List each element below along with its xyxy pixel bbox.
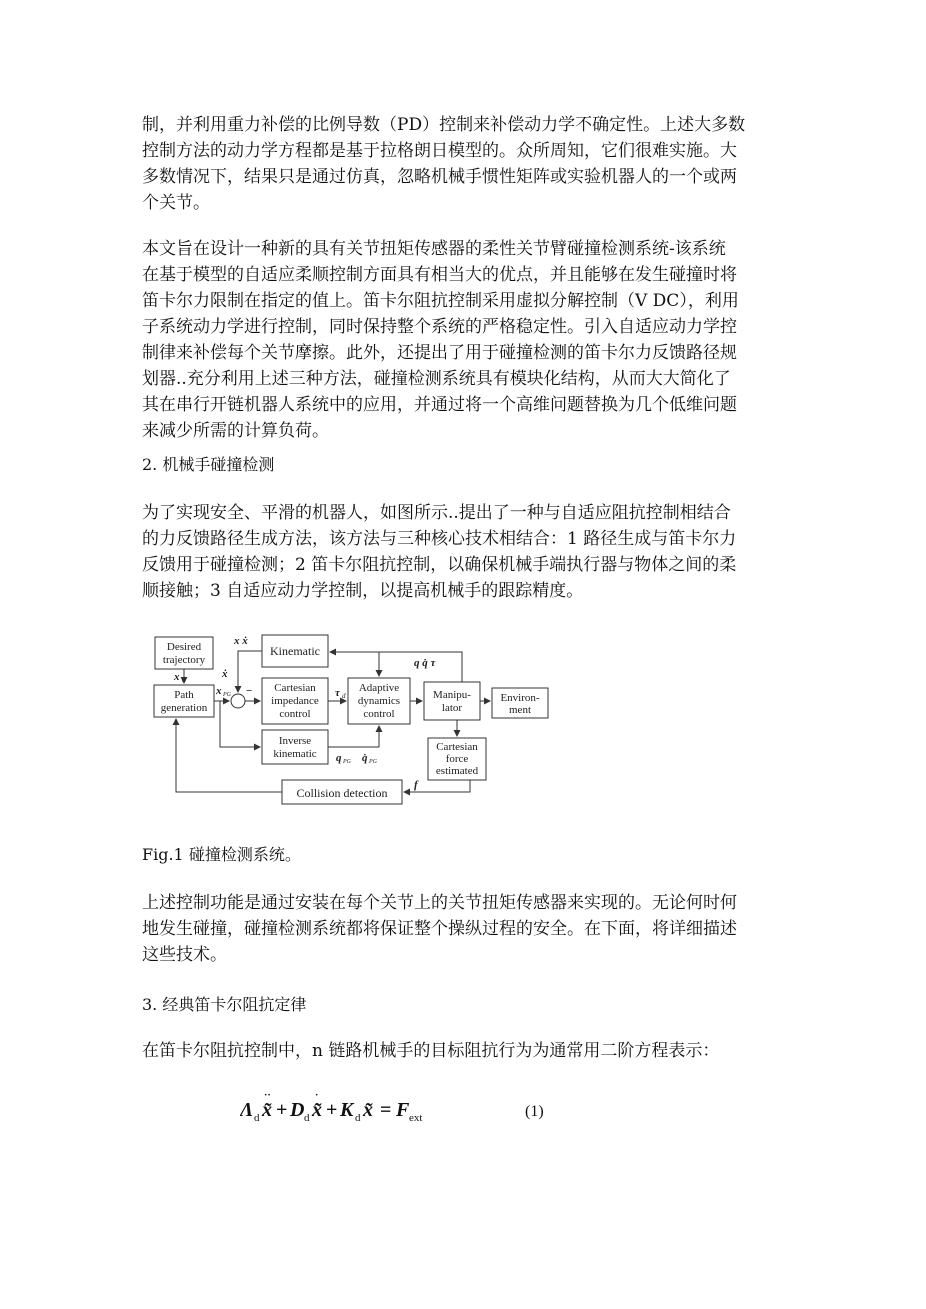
xd-symbol: x — [174, 671, 180, 683]
svg-text:ext: ext — [409, 1112, 423, 1124]
text-line: 本文旨在设计一种新的具有关节扭矩传感器的柔性关节臂碰撞检测系统-该系统 — [142, 239, 726, 259]
path-label: Path — [174, 689, 194, 701]
control-label: control — [279, 708, 311, 720]
svg-text:+: + — [276, 1099, 288, 1121]
svg-text:K: K — [340, 1099, 354, 1121]
paragraph-intro-continued — [142, 112, 792, 216]
impedance-label: impedance — [271, 695, 319, 707]
svg-text:··: ·· — [264, 1090, 271, 1101]
qdotpg-symbol: q̇ — [362, 752, 368, 764]
qdotpg-subscript: PG — [369, 759, 377, 765]
text-line: 其在串行开链机器人系统中的应用，并通过将一个高维问题替换为几个低维问题 — [142, 395, 737, 415]
svg-text:x̃: x̃ — [262, 1099, 272, 1121]
lator-label: lator — [441, 702, 463, 714]
summing-junction — [231, 694, 245, 708]
svg-text:x̃: x̃ — [363, 1099, 373, 1121]
svg-text:·: · — [315, 1090, 319, 1101]
manipulator-block — [424, 682, 480, 720]
qpg-symbol: q — [336, 752, 342, 764]
svg-text:Λ: Λ — [240, 1099, 254, 1121]
ment-label: ment — [509, 704, 531, 716]
tau-d-symbol: τ — [335, 687, 340, 699]
minus-sign: − — [246, 685, 253, 697]
svg-text:F: F — [396, 1099, 410, 1121]
text-line: 来减少所需的计算负荷。 — [142, 421, 329, 441]
adaptive-control-label: control — [363, 708, 395, 720]
manipu-label: Manipu- — [433, 689, 471, 701]
f-symbol: f — [414, 779, 418, 791]
paragraph-sensors — [142, 890, 792, 968]
svg-text:D: D — [290, 1099, 305, 1121]
figure-caption: Fig.1 碰撞检测系统。 — [142, 845, 301, 864]
environ-label: Environ- — [500, 692, 540, 704]
q-qdot-tau-symbol: q q̇ τ — [414, 657, 436, 669]
xpg-dot-symbol: ẋ — [222, 668, 228, 680]
svg-text:d: d — [254, 1112, 260, 1124]
text-line: 顺接触；3 自适应动力学控制，以提高机械手的跟踪精度。 — [142, 581, 584, 601]
text-line: 笛卡尔力限制在指定的值上。笛卡尔阻抗控制采用虚拟分解控制（V DC），利用 — [142, 291, 739, 311]
svg-text:d: d — [304, 1112, 310, 1124]
paragraph-impedance — [142, 1038, 792, 1064]
generation-label: generation — [160, 702, 208, 714]
inverse-kinematic-label: kinematic — [273, 748, 317, 760]
dynamics-label: dynamics — [357, 695, 401, 707]
text-line: 这些技术。 — [142, 945, 227, 965]
svg-text:x̃: x̃ — [312, 1099, 322, 1121]
adaptive-label: Adaptive — [358, 682, 400, 694]
qpg-subscript: PG — [343, 759, 351, 765]
paragraph-aim — [142, 236, 792, 444]
text-line: 个关节。 — [142, 193, 210, 213]
trajectory-label: trajectory — [162, 654, 206, 666]
collision-detection-block-diagram — [152, 630, 552, 810]
force-cartesian-label: Cartesian — [436, 741, 478, 753]
equation-number: (1) — [525, 1103, 544, 1120]
tau-d-subscript: d — [342, 692, 346, 700]
xd-subscript: d — [182, 676, 186, 684]
text-line: 控制方法的动力学方程都是基于拉格朗日模型的。众所周知，它们很难实施。大 — [142, 141, 737, 161]
xpg-symbol: x — [216, 685, 222, 697]
text-line: 多数情况下，结果只是通过仿真，忽略机械手惯性矩阵或实验机器人的一个或两 — [142, 167, 737, 187]
inverse-label: Inverse — [278, 735, 312, 747]
desired-label: Desired — [166, 641, 202, 653]
svg-text:=: = — [380, 1099, 392, 1121]
estimated-label: estimated — [435, 765, 479, 777]
text-line: 地发生碰撞，碰撞检测系统都将保证整个操纵过程的安全。在下面，将详细描述 — [142, 919, 737, 939]
text-line: 的力反馈路径生成方法，该方法与三种核心技术相结合：1 路径生成与笛卡尔力 — [142, 529, 737, 549]
svg-text:+: + — [326, 1099, 338, 1121]
text-line: 制，并利用重力补偿的比例导数（PD）控制来补偿动力学不确定性。上述大多数 — [142, 115, 746, 135]
text-line: 制律来补偿每个关节摩擦。此外，还提出了用于碰撞检测的笛卡尔力反馈路径规 — [142, 343, 737, 363]
impedance-equation — [240, 1088, 570, 1130]
text-line: 子系统动力学进行控制，同时保持整个系统的严格稳定性。引入自适应动力学控 — [142, 317, 737, 337]
x-xdot-symbol: x ẋ — [234, 635, 248, 647]
cartesian-label: Cartesian — [274, 682, 316, 694]
paragraph-method — [142, 500, 792, 604]
text-line: 上述控制功能是通过安装在每个关节上的关节扭矩传感器来实现的。无论何时何 — [142, 893, 737, 913]
kinematic-label: Kinematic — [270, 644, 320, 658]
xpg-subscript: PG — [223, 692, 231, 698]
section-heading-2: 2. 机械手碰撞检测 — [142, 455, 275, 474]
text-line: 反馈用于碰撞检测；2 笛卡尔阻抗控制，以确保机械手端执行器与物体之间的柔 — [142, 555, 737, 575]
text-line: 在笛卡尔阻抗控制中，n 链路机械手的目标阻抗行为为通常用二阶方程表示： — [142, 1041, 720, 1061]
svg-text:d: d — [355, 1112, 361, 1124]
text-line: 在基于模型的自适应柔顺控制方面具有相当大的优点，并且能够在发生碰撞时将 — [142, 265, 737, 285]
force-label: force — [445, 753, 469, 765]
text-line: 划器..充分利用上述三种方法，碰撞检测系统具有模块化结构，从而大大简化了 — [142, 369, 731, 389]
text-line: 为了实现安全、平滑的机器人，如图所示..提出了一种与自适应阻抗控制相结合 — [142, 503, 731, 523]
collision-detection-label: Collision detection — [296, 786, 388, 800]
section-heading-3: 3. 经典笛卡尔阻抗定律 — [142, 995, 307, 1014]
